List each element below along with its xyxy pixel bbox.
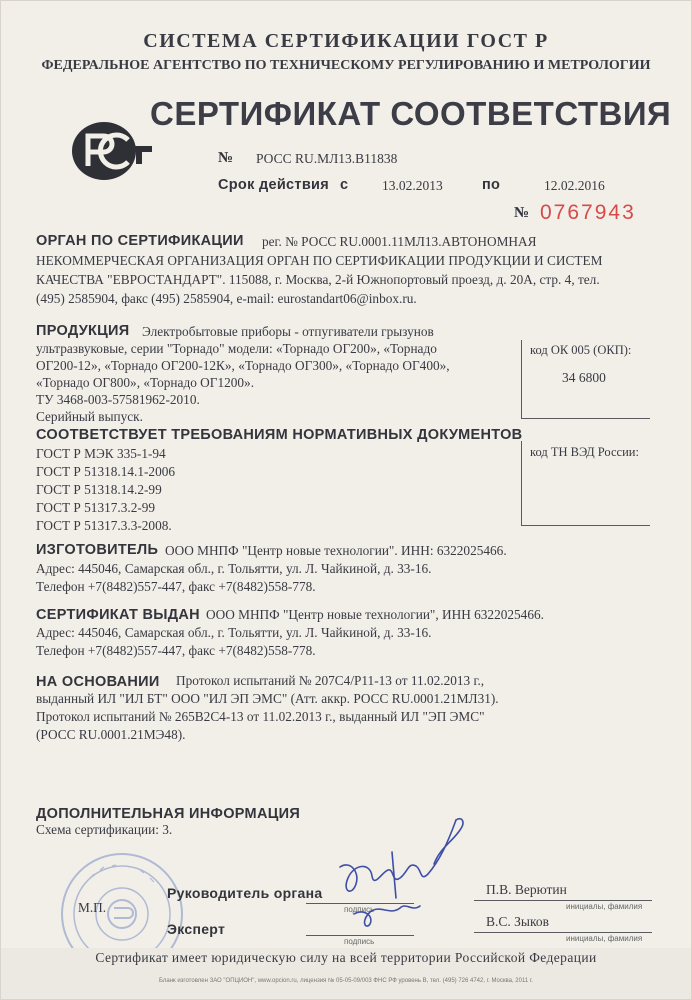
manufacturer-line: Адрес: 445046, Самарская обл., г. Тольятти, ул. Л. Чайкиной, д. 33-16.: [36, 561, 432, 576]
head-name-caption: инициалы, фамилия: [566, 902, 643, 911]
blank-number: 0767943: [540, 201, 636, 224]
issued-label: СЕРТИФИКАТ ВЫДАН: [36, 607, 200, 623]
manufacturer-label: ИЗГОТОВИТЕЛЬ: [36, 542, 159, 558]
print-note: Бланк изготовлен ЗАО "ОПЦИОН", www.opcion.ru, лицензия № 05-05-09/003 ФНС РФ уровень В, тел. (495) 726 4742, г. Москва, 2011 г.: [159, 978, 533, 984]
standard-item: ГОСТ Р 51317.3.2-99: [36, 500, 156, 515]
product-line: ультразвуковые, серии "Торнадо" модели: «Торнадо ОГ200», «Торнадо: [36, 341, 437, 356]
standard-item: ГОСТ Р 51317.3.3-2008.: [36, 518, 172, 533]
additional-label: ДОПОЛНИТЕЛЬНАЯ ИНФОРМАЦИЯ: [36, 806, 301, 822]
system-heading: СИСТЕМА СЕРТИФИКАЦИИ ГОСТ Р: [143, 30, 549, 52]
expert-label: Эксперт: [167, 921, 226, 937]
issued-line: Телефон +7(8482)557-447, факс +7(8482)558-778.: [36, 643, 316, 658]
product-line: ОГ200-12», «Торнадо ОГ200-12К», «Торнадо ОГ300», «Торнадо ОГ400»,: [36, 358, 450, 373]
agency-heading: ФЕДЕРАЛЬНОЕ АГЕНТСТВО ПО ТЕХНИЧЕСКОМУ РЕГУЛИРОВАНИЮ И МЕТРОЛОГИИ: [41, 58, 651, 73]
standard-item: ГОСТ Р МЭК 335-1-94: [36, 446, 166, 461]
additional-text: Схема сертификации: 3.: [36, 822, 173, 837]
blank-number-sign: №: [514, 205, 530, 221]
organ-line: рег. № РОСС RU.0001.11МЛ13.АВТОНОМНАЯ: [262, 234, 537, 249]
product-line: ТУ 3468-003-57581962-2010.: [36, 392, 200, 407]
validity-from-date: 13.02.2013: [382, 178, 443, 193]
okp-label: код ОК 005 (ОКП):: [530, 343, 632, 357]
basis-line: выданный ИЛ "ИЛ БТ" ООО "ИЛ ЭП ЭМС" (Атт. аккр. РОСС RU.0001.21МЛ31).: [36, 691, 499, 706]
seal-place-label: М.П.: [78, 900, 107, 915]
standards-label: СООТВЕТСТВУЕТ ТРЕБОВАНИЯМ НОРМАТИВНЫХ ДОКУМЕНТОВ: [36, 427, 523, 443]
tnved-label: код ТН ВЭД России:: [530, 445, 639, 459]
head-label: Руководитель органа: [167, 885, 323, 901]
issued-line: Адрес: 445046, Самарская обл., г. Тольятти, ул. Л. Чайкиной, д. 33-16.: [36, 625, 432, 640]
product-line: «Торнадо ОГ800», «Торнадо ОГ1200».: [36, 375, 255, 390]
head-sign-caption: подпись: [344, 905, 375, 914]
certificate-number: РОСС RU.МЛ13.В11838: [256, 151, 398, 166]
basis-line: Протокол испытаний № 207С4/Р11-13 от 11.02.2013 г.,: [176, 673, 485, 688]
basis-line: Протокол испытаний № 265В2С4-13 от 11.02.2013 г., выданный ИЛ "ЭП ЭМС": [36, 709, 485, 724]
validity-to-label: по: [482, 177, 501, 193]
standard-item: ГОСТ Р 51318.14.2-99: [36, 482, 162, 497]
manufacturer-line: Телефон +7(8482)557-447, факс +7(8482)558-778.: [36, 579, 316, 594]
organ-line: (495) 2585904, факс (495) 2585904, e-mail: eurostandart06@inbox.ru.: [36, 291, 417, 306]
organ-label: ОРГАН ПО СЕРТИФИКАЦИИ: [36, 233, 244, 249]
standard-item: ГОСТ Р 51318.14.1-2006: [36, 464, 176, 479]
product-line: Электробытовые приборы - отпугиватели грызунов: [142, 324, 434, 339]
head-name: П.В. Верютин: [486, 882, 567, 897]
document-title: СЕРТИФИКАТ СООТВЕТСТВИЯ: [150, 95, 672, 132]
product-line: Серийный выпуск.: [36, 409, 143, 424]
number-sign: №: [218, 150, 234, 166]
basis-line: (РОСС RU.0001.21МЭ48).: [36, 727, 186, 742]
issued-line: ООО МНПФ "Центр новые технологии", ИНН 6322025466.: [206, 607, 544, 622]
organ-line: КАЧЕСТВА "ЕВРОСТАНДАРТ". 115088, г. Москва, 2-й Южнопортовый проезд, д. 20А, стр. 4, тел.: [36, 272, 600, 287]
manufacturer-line: ООО МНПФ "Центр новые технологии". ИНН: 6322025466.: [165, 543, 507, 558]
validity-to-date: 12.02.2016: [544, 178, 605, 193]
expert-name-caption: инициалы, фамилия: [566, 934, 643, 943]
organ-line: НЕКОММЕРЧЕСКАЯ ОРГАНИЗАЦИЯ ОРГАН ПО СЕРТИФИКАЦИИ ПРОДУКЦИИ И СИСТЕМ: [36, 253, 603, 268]
validity-from-label: с: [340, 177, 349, 193]
expert-sign-caption: подпись: [344, 937, 375, 946]
product-label: ПРОДУКЦИЯ: [36, 323, 130, 339]
okp-value: 34 6800: [562, 370, 606, 385]
validity-label: Срок действия: [218, 177, 330, 193]
basis-label: НА ОСНОВАНИИ: [36, 674, 160, 690]
expert-name: В.С. Зыков: [486, 914, 549, 929]
footer-text: Сертификат имеет юридическую силу на всей территории Российской Федерации: [95, 950, 597, 965]
